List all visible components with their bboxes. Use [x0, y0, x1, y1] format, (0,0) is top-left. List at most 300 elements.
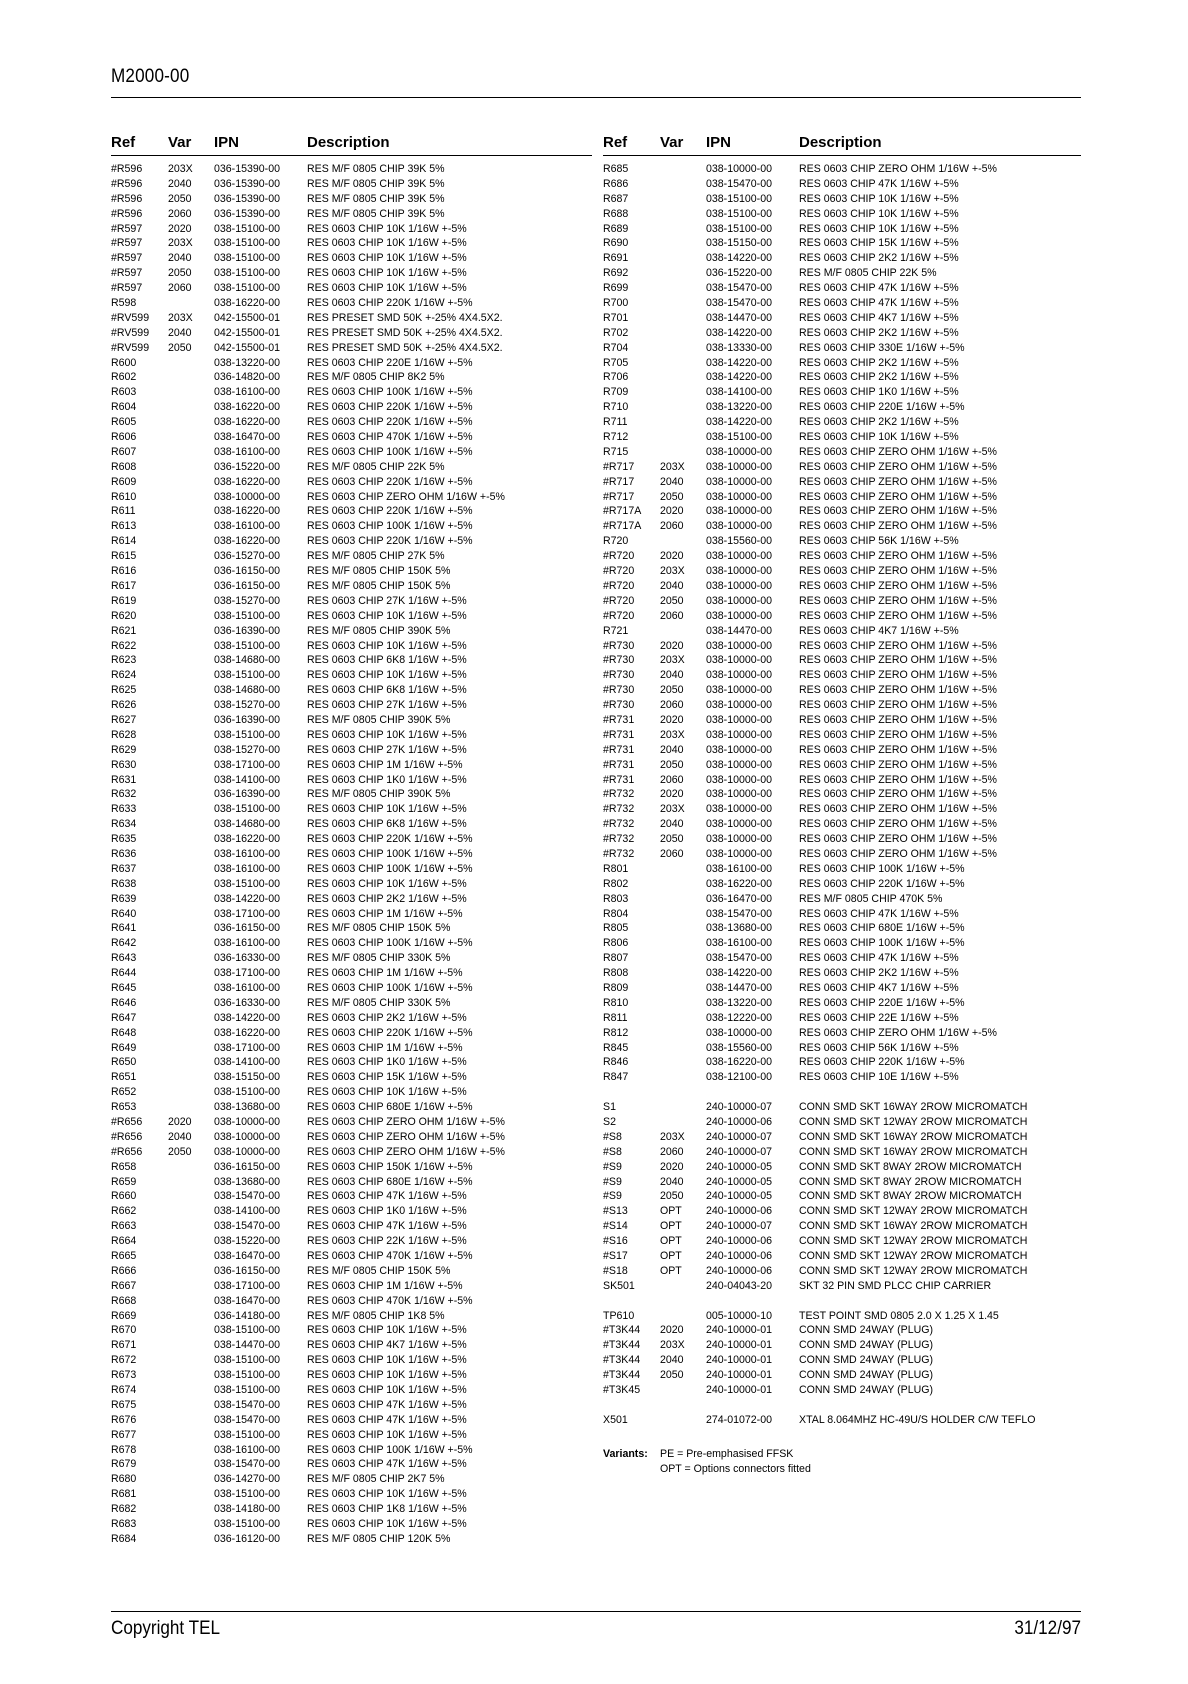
- part-description: RES 0603 CHIP 1K8 1/16W +-5%: [307, 1503, 467, 1516]
- part-description: RES 0603 CHIP 100K 1/16W +-5%: [307, 445, 473, 458]
- part-ref: #R656: [111, 1130, 143, 1143]
- parts-row: [603, 356, 1081, 371]
- part-description: RES 0603 CHIP 10K 1/16W +-5%: [307, 1354, 467, 1367]
- parts-row: [111, 281, 592, 296]
- part-ref: #R720: [603, 579, 635, 592]
- part-ipn: 038-12220-00: [706, 1011, 772, 1024]
- part-description: RES 0603 CHIP 220K 1/16W +-5%: [307, 475, 473, 488]
- part-ref: R609: [111, 475, 137, 488]
- part-ipn: 038-10000-00: [706, 490, 772, 503]
- parts-row: [111, 1055, 592, 1070]
- part-variant: 2020: [660, 505, 684, 518]
- part-ipn: 038-13330-00: [706, 341, 772, 354]
- part-ref: R613: [111, 520, 137, 533]
- parts-row: [111, 1175, 592, 1190]
- parts-row: [111, 430, 592, 445]
- part-description: RES M/F 0805 CHIP 22K 5%: [799, 267, 937, 280]
- part-ipn: 240-10000-06: [706, 1205, 772, 1218]
- part-variant: OPT: [660, 1235, 682, 1248]
- parts-row: [111, 1309, 592, 1324]
- parts-row: [111, 356, 592, 371]
- part-ipn: 038-15100-00: [706, 431, 772, 444]
- part-ref: R804: [603, 907, 629, 920]
- parts-row: [603, 1204, 1081, 1219]
- part-ref: #S8: [603, 1130, 622, 1143]
- part-ref: R666: [111, 1264, 137, 1277]
- part-description: RES M/F 0805 CHIP 330K 5%: [307, 996, 451, 1009]
- parts-row: [603, 549, 1081, 564]
- part-description: RES 0603 CHIP 2K2 1/16W +-5%: [307, 892, 467, 905]
- part-ipn: 240-10000-05: [706, 1160, 772, 1173]
- copyright: Copyright TEL: [111, 1618, 220, 1639]
- parts-row: [111, 1294, 592, 1309]
- parts-row: [603, 1055, 1081, 1070]
- part-ipn: 038-15100-00: [214, 1384, 280, 1397]
- part-ipn: 036-15390-00: [214, 207, 280, 220]
- part-variant: 2060: [660, 1145, 684, 1158]
- part-ref: R638: [111, 877, 137, 890]
- part-ipn: 240-10000-07: [706, 1101, 772, 1114]
- part-description: RES 0603 CHIP 10K 1/16W +-5%: [799, 431, 959, 444]
- part-description: RES M/F 0805 CHIP 390K 5%: [307, 713, 451, 726]
- part-ref: #S9: [603, 1190, 622, 1203]
- part-ipn: 038-15100-00: [214, 803, 280, 816]
- part-ipn: 240-10000-05: [706, 1175, 772, 1188]
- part-description: RES 0603 CHIP ZERO OHM 1/16W +-5%: [799, 833, 997, 846]
- part-ref: R626: [111, 699, 137, 712]
- part-ref: R675: [111, 1398, 137, 1411]
- part-variant: 2040: [660, 1354, 684, 1367]
- parts-row: [111, 981, 592, 996]
- part-ref: R847: [603, 1071, 629, 1084]
- part-ipn: 038-17100-00: [214, 907, 280, 920]
- part-ref: R631: [111, 773, 137, 786]
- part-ipn: 240-10000-01: [706, 1339, 772, 1352]
- part-ipn: 038-10000-00: [706, 594, 772, 607]
- part-variant: 2050: [168, 341, 192, 354]
- part-description: RES 0603 CHIP 47K 1/16W +-5%: [799, 177, 959, 190]
- part-ref: R705: [603, 356, 629, 369]
- part-variant: 2020: [660, 1324, 684, 1337]
- part-variant: OPT: [660, 1250, 682, 1263]
- part-ipn: 038-15470-00: [214, 1458, 280, 1471]
- part-variant: 203X: [660, 654, 685, 667]
- part-ref: R614: [111, 535, 137, 548]
- part-ref: R642: [111, 937, 137, 950]
- part-description: RES M/F 0805 CHIP 1K8 5%: [307, 1309, 445, 1322]
- part-ipn: 038-15470-00: [214, 1220, 280, 1233]
- part-ipn: 038-14100-00: [706, 386, 772, 399]
- part-ref: R692: [603, 267, 629, 280]
- part-ref: R674: [111, 1384, 137, 1397]
- part-ipn: 240-10000-06: [706, 1235, 772, 1248]
- part-variant: OPT: [660, 1205, 682, 1218]
- part-ref: R658: [111, 1160, 137, 1173]
- part-description: CONN SMD SKT 16WAY 2ROW MICROMATCH: [799, 1145, 1028, 1158]
- parts-row: [111, 236, 592, 251]
- row-spacer: [603, 1398, 1081, 1413]
- part-ref: #R732: [603, 833, 635, 846]
- part-ref: S1: [603, 1101, 616, 1114]
- parts-row: [603, 281, 1081, 296]
- part-ipn: 038-15100-00: [214, 237, 280, 250]
- parts-row: [111, 1264, 592, 1279]
- part-description: RES 0603 CHIP 2K2 1/16W +-5%: [799, 356, 959, 369]
- part-description: XTAL 8.064MHZ HC-49U/S HOLDER C/W TEFLO: [799, 1413, 1036, 1426]
- part-ipn: 240-10000-06: [706, 1250, 772, 1263]
- part-ref: R632: [111, 788, 137, 801]
- part-description: RES 0603 CHIP ZERO OHM 1/16W +-5%: [799, 460, 997, 473]
- part-ref: R845: [603, 1041, 629, 1054]
- part-ref: #S9: [603, 1175, 622, 1188]
- part-ipn: 038-15100-00: [214, 267, 280, 280]
- part-description: RES 0603 CHIP 2K2 1/16W +-5%: [799, 326, 959, 339]
- part-ipn: 038-14220-00: [706, 252, 772, 265]
- part-description: RES PRESET SMD 50K +-25% 4X4.5X2.: [307, 326, 503, 339]
- part-ref: #R731: [603, 758, 635, 771]
- part-ref: #R717: [603, 490, 635, 503]
- parts-row: [111, 504, 592, 519]
- part-ref: R644: [111, 967, 137, 980]
- part-ipn: 038-15100-00: [706, 222, 772, 235]
- part-ipn: 038-10000-00: [706, 728, 772, 741]
- part-description: RES 0603 CHIP ZERO OHM 1/16W +-5%: [799, 490, 997, 503]
- part-variant: 2060: [660, 847, 684, 860]
- column-header: [603, 133, 1081, 156]
- part-description: CONN SMD 24WAY (PLUG): [799, 1354, 934, 1367]
- part-ipn: 005-10000-10: [706, 1309, 772, 1322]
- part-ipn: 038-15100-00: [214, 282, 280, 295]
- part-ref: R721: [603, 624, 629, 637]
- part-ref: R602: [111, 371, 137, 384]
- part-description: RES 0603 CHIP 10K 1/16W +-5%: [307, 1428, 467, 1441]
- parts-row: [111, 1368, 592, 1383]
- part-ref: R684: [111, 1532, 137, 1545]
- part-ref: R639: [111, 892, 137, 905]
- parts-row: [111, 1160, 592, 1175]
- parts-row: [603, 490, 1081, 505]
- parts-row: [603, 1279, 1081, 1294]
- part-ipn: 038-10000-00: [706, 565, 772, 578]
- part-description: RES 0603 CHIP 47K 1/16W +-5%: [307, 1413, 467, 1426]
- parts-row: [111, 1279, 592, 1294]
- parts-row: [603, 1026, 1081, 1041]
- part-ipn: 038-17100-00: [214, 967, 280, 980]
- part-description: RES 0603 CHIP 10K 1/16W +-5%: [307, 1384, 467, 1397]
- part-ipn: 038-15220-00: [214, 1235, 280, 1248]
- parts-row: [603, 1189, 1081, 1204]
- header-ipn: IPN: [214, 134, 240, 151]
- part-description: RES 0603 CHIP 1K0 1/16W +-5%: [307, 773, 467, 786]
- part-ipn: 038-15100-00: [214, 877, 280, 890]
- parts-row: [603, 1338, 1081, 1353]
- parts-row: [111, 519, 592, 534]
- row-spacer: [603, 1428, 1081, 1443]
- part-ref: #R596: [111, 192, 143, 205]
- part-ipn: 036-14270-00: [214, 1473, 280, 1486]
- parts-row: [603, 534, 1081, 549]
- part-ipn: 038-10000-00: [706, 788, 772, 801]
- parts-row: [111, 1115, 592, 1130]
- part-variant: 2060: [660, 520, 684, 533]
- part-variant: 2020: [660, 639, 684, 652]
- part-ref: R688: [603, 207, 629, 220]
- parts-row: [603, 207, 1081, 222]
- part-ipn: 038-15100-00: [214, 1086, 280, 1099]
- parts-row: [603, 609, 1081, 624]
- part-ipn: 240-10000-06: [706, 1116, 772, 1128]
- part-description: RES 0603 CHIP 1K0 1/16W +-5%: [799, 386, 959, 399]
- parts-row: [111, 653, 592, 668]
- part-ref: R809: [603, 981, 629, 994]
- part-description: CONN SMD SKT 16WAY 2ROW MICROMATCH: [799, 1130, 1028, 1143]
- part-ref: R715: [603, 445, 629, 458]
- part-variant: 2050: [660, 1369, 684, 1382]
- part-ref: R641: [111, 922, 137, 935]
- part-description: RES 0603 CHIP 27K 1/16W +-5%: [307, 594, 467, 607]
- part-variant: 2020: [660, 550, 684, 563]
- part-ipn: 038-10000-00: [706, 475, 772, 488]
- part-ref: R846: [603, 1056, 629, 1069]
- part-description: RES 0603 CHIP ZERO OHM 1/16W +-5%: [799, 654, 997, 667]
- parts-row: [603, 877, 1081, 892]
- part-description: RES 0603 CHIP 1M 1/16W +-5%: [307, 1279, 463, 1292]
- part-description: RES 0603 CHIP 150K 1/16W +-5%: [307, 1160, 473, 1173]
- parts-row: [603, 1145, 1081, 1160]
- header-var: Var: [660, 134, 684, 151]
- part-ref: #RV599: [111, 341, 150, 354]
- part-description: RES 0603 CHIP ZERO OHM 1/16W +-5%: [799, 743, 997, 756]
- part-description: RES 0603 CHIP 220K 1/16W +-5%: [307, 505, 473, 518]
- parts-row: [111, 862, 592, 877]
- part-ref: R801: [603, 862, 629, 875]
- part-description: RES 0603 CHIP 220K 1/16W +-5%: [307, 833, 473, 846]
- part-ipn: 038-16220-00: [214, 535, 280, 548]
- part-ref: #R731: [603, 743, 635, 756]
- part-description: RES 0603 CHIP 47K 1/16W +-5%: [307, 1220, 467, 1233]
- part-ipn: 038-14220-00: [214, 1011, 280, 1024]
- parts-row: [603, 564, 1081, 579]
- part-description: RES M/F 0805 CHIP 120K 5%: [307, 1532, 451, 1545]
- part-description: RES 0603 CHIP 1M 1/16W +-5%: [307, 907, 463, 920]
- part-ref: #R732: [603, 788, 635, 801]
- part-ipn: 038-10000-00: [706, 654, 772, 667]
- parts-row: [603, 728, 1081, 743]
- part-variant: 2050: [660, 684, 684, 697]
- part-description: RES 0603 CHIP ZERO OHM 1/16W +-5%: [799, 773, 997, 786]
- part-ipn: 042-15500-01: [214, 311, 280, 324]
- part-variant: OPT: [660, 1264, 682, 1277]
- part-description: RES 0603 CHIP 27K 1/16W +-5%: [307, 699, 467, 712]
- part-description: RES M/F 0805 CHIP 390K 5%: [307, 624, 451, 637]
- part-ipn: 038-15470-00: [706, 297, 772, 310]
- part-ref: R676: [111, 1413, 137, 1426]
- part-ref: X501: [603, 1413, 628, 1426]
- part-variant: OPT: [660, 1220, 682, 1233]
- part-description: CONN SMD SKT 16WAY 2ROW MICROMATCH: [799, 1101, 1028, 1114]
- parts-row: [111, 1145, 592, 1160]
- part-ipn: 038-15270-00: [214, 699, 280, 712]
- part-variant: 2040: [660, 579, 684, 592]
- part-ref: #R720: [603, 565, 635, 578]
- part-ipn: 038-10000-00: [214, 1116, 280, 1128]
- part-ipn: 038-10000-00: [706, 847, 772, 860]
- part-ipn: 036-15220-00: [706, 267, 772, 280]
- parts-row: [603, 519, 1081, 534]
- part-ref: R627: [111, 713, 137, 726]
- part-description: RES 0603 CHIP ZERO OHM 1/16W +-5%: [799, 565, 997, 578]
- part-description: RES 0603 CHIP 10K 1/16W +-5%: [307, 803, 467, 816]
- part-description: RES 0603 CHIP 10K 1/16W +-5%: [307, 252, 467, 265]
- part-ipn: 038-10000-00: [706, 818, 772, 831]
- parts-column-left: [111, 133, 592, 1547]
- parts-row: [111, 490, 592, 505]
- part-description: CONN SMD SKT 12WAY 2ROW MICROMATCH: [799, 1250, 1028, 1263]
- part-description: RES 0603 CHIP 2K2 1/16W +-5%: [799, 252, 959, 265]
- part-ref: R625: [111, 684, 137, 697]
- part-ipn: 038-16220-00: [706, 1056, 772, 1069]
- part-ipn: 038-15270-00: [214, 594, 280, 607]
- parts-row: [111, 594, 592, 609]
- part-ipn: 038-15100-00: [214, 728, 280, 741]
- variants-label: Variants:: [603, 1447, 648, 1460]
- part-ipn: 240-04043-20: [706, 1279, 772, 1292]
- part-ipn: 240-10000-01: [706, 1354, 772, 1367]
- parts-row: [603, 162, 1081, 177]
- part-description: CONN SMD SKT 12WAY 2ROW MICROMATCH: [799, 1116, 1028, 1128]
- part-ref: R663: [111, 1220, 137, 1233]
- part-ref: R621: [111, 624, 137, 637]
- part-description: RES 0603 CHIP 680E 1/16W +-5%: [799, 922, 965, 935]
- part-description: RES 0603 CHIP 220K 1/16W +-5%: [307, 297, 473, 310]
- part-ref: R682: [111, 1503, 137, 1516]
- header-description: Description: [799, 134, 882, 151]
- part-ipn: 042-15500-01: [214, 326, 280, 339]
- parts-row: [111, 564, 592, 579]
- parts-row: [111, 1472, 592, 1487]
- part-description: RES 0603 CHIP ZERO OHM 1/16W +-5%: [799, 699, 997, 712]
- parts-row: [111, 192, 592, 207]
- parts-row: [603, 1309, 1081, 1324]
- part-description: RES 0603 CHIP ZERO OHM 1/16W +-5%: [799, 609, 997, 622]
- part-ref: R677: [111, 1428, 137, 1441]
- part-ipn: 038-16470-00: [214, 1250, 280, 1263]
- part-ref: R710: [603, 401, 629, 414]
- part-ref: #S17: [603, 1250, 628, 1263]
- part-ref: R603: [111, 386, 137, 399]
- part-ipn: 038-13680-00: [214, 1101, 280, 1114]
- part-variant: 2050: [660, 1190, 684, 1203]
- part-description: RES 0603 CHIP ZERO OHM 1/16W +-5%: [799, 669, 997, 682]
- document-title: M2000-00: [111, 66, 190, 87]
- part-variant: 2020: [660, 713, 684, 726]
- part-variant: 203X: [168, 311, 193, 324]
- part-ref: R629: [111, 743, 137, 756]
- parts-row: [111, 817, 592, 832]
- parts-row: [111, 1100, 592, 1115]
- parts-row: [603, 1323, 1081, 1338]
- parts-row: [111, 966, 592, 981]
- part-description: RES 0603 CHIP 47K 1/16W +-5%: [799, 907, 959, 920]
- parts-row: [111, 758, 592, 773]
- header-ref: Ref: [111, 134, 136, 151]
- part-ref: #R720: [603, 550, 635, 563]
- part-ipn: 038-16220-00: [214, 1026, 280, 1039]
- part-ref: #R731: [603, 773, 635, 786]
- parts-row: [603, 802, 1081, 817]
- part-ref: #R596: [111, 163, 143, 175]
- part-ref: R617: [111, 579, 137, 592]
- part-ref: #S13: [603, 1205, 628, 1218]
- part-description: RES 0603 CHIP 100K 1/16W +-5%: [307, 937, 473, 950]
- part-ipn: 038-15100-00: [214, 1324, 280, 1337]
- part-ref: R672: [111, 1354, 137, 1367]
- part-ipn: 240-10000-01: [706, 1324, 772, 1337]
- part-description: RES 0603 CHIP ZERO OHM 1/16W +-5%: [799, 520, 997, 533]
- part-ipn: 038-16220-00: [706, 877, 772, 890]
- part-ipn: 038-15100-00: [214, 222, 280, 235]
- parts-row: [111, 1189, 592, 1204]
- parts-row: [111, 1428, 592, 1443]
- part-ref: R646: [111, 996, 137, 1009]
- part-ref: R679: [111, 1458, 137, 1471]
- part-ipn: 036-15390-00: [214, 163, 280, 175]
- part-description: CONN SMD SKT 12WAY 2ROW MICROMATCH: [799, 1264, 1028, 1277]
- parts-row: [111, 579, 592, 594]
- part-variant: 2040: [168, 252, 192, 265]
- part-description: RES 0603 CHIP 10K 1/16W +-5%: [307, 1488, 467, 1501]
- part-description: RES 0603 CHIP 100K 1/16W +-5%: [307, 386, 473, 399]
- part-variant: 203X: [660, 1339, 685, 1352]
- part-ipn: 038-14180-00: [214, 1503, 280, 1516]
- part-ipn: 038-15100-00: [706, 192, 772, 205]
- part-description: RES 0603 CHIP 1K0 1/16W +-5%: [307, 1056, 467, 1069]
- part-ipn: 036-16390-00: [214, 713, 280, 726]
- parts-row: [603, 698, 1081, 713]
- part-variant: 2060: [660, 773, 684, 786]
- parts-row: [111, 951, 592, 966]
- part-ref: R681: [111, 1488, 137, 1501]
- part-ipn: 038-10000-00: [214, 490, 280, 503]
- part-ipn: 038-14680-00: [214, 654, 280, 667]
- part-ipn: 038-17100-00: [214, 1041, 280, 1054]
- part-ref: R667: [111, 1279, 137, 1292]
- parts-row: [603, 758, 1081, 773]
- part-description: RES 0603 CHIP 56K 1/16W +-5%: [799, 1041, 959, 1054]
- part-variant: 2040: [660, 669, 684, 682]
- part-description: RES 0603 CHIP 4K7 1/16W +-5%: [799, 311, 959, 324]
- parts-row: [111, 1249, 592, 1264]
- parts-row: [111, 683, 592, 698]
- parts-row: [111, 385, 592, 400]
- part-ref: #T3K45: [603, 1384, 641, 1397]
- part-variant: 2040: [660, 1175, 684, 1188]
- part-ipn: 038-15100-00: [214, 1428, 280, 1441]
- part-description: RES M/F 0805 CHIP 39K 5%: [307, 207, 445, 220]
- part-ipn: 038-15470-00: [706, 282, 772, 295]
- parts-row: [111, 549, 592, 564]
- part-description: RES 0603 CHIP 10K 1/16W +-5%: [307, 1324, 467, 1337]
- part-description: RES 0603 CHIP 470K 1/16W +-5%: [307, 1250, 473, 1263]
- part-ref: R615: [111, 550, 137, 563]
- part-ref: R633: [111, 803, 137, 816]
- parts-row: [603, 847, 1081, 862]
- part-ipn: 038-15100-00: [214, 1518, 280, 1531]
- part-description: RES 0603 CHIP 47K 1/16W +-5%: [799, 282, 959, 295]
- part-description: RES 0603 CHIP ZERO OHM 1/16W +-5%: [799, 713, 997, 726]
- parts-row: [111, 296, 592, 311]
- part-ref: R807: [603, 952, 629, 965]
